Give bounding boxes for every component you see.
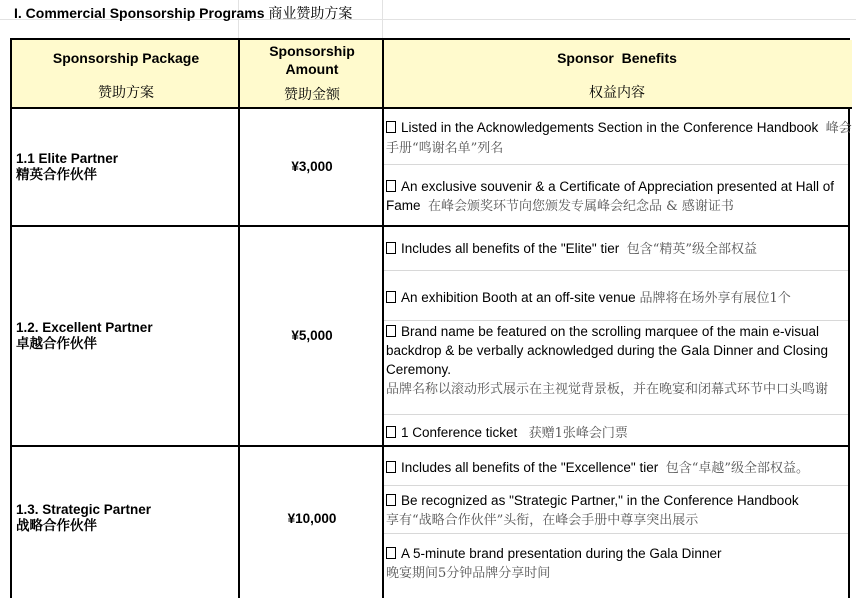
benefit-item: Includes all benefits of the "Elite" tier 包含“精英”级全部权益 xyxy=(386,239,852,259)
amount-excellent: ¥5,000 xyxy=(291,328,333,343)
checkbox-icon xyxy=(386,121,396,133)
benefit-divider xyxy=(384,533,848,534)
package-strategic: 1.3. Strategic Partner 战略合作伙伴 xyxy=(16,502,152,534)
benefit-item: Listed in the Acknowledgements Section in the Conference Handbook 峰会手册“鸣谢名单”列名 xyxy=(386,120,852,156)
checkbox-icon xyxy=(386,494,396,506)
row-divider xyxy=(12,225,848,227)
benefit-divider xyxy=(384,485,848,486)
benefit-divider xyxy=(384,270,848,271)
benefit-divider xyxy=(384,414,848,415)
benefit-item: Be recognized as "Strategic Partner," in the Conference Handbook 享有“战略合作伙伴”头衔，在峰会手册中尊享突出展示 xyxy=(386,493,799,528)
header-benefits: Sponsor Benefits 权益内容 xyxy=(557,50,677,101)
checkbox-icon xyxy=(386,461,396,473)
sponsorship-table xyxy=(10,38,850,598)
checkbox-icon xyxy=(386,291,396,303)
benefit-item: Includes all benefits of the "Excellence" tier 包含“卓越”级全部权益。 xyxy=(386,458,852,478)
header-package: Sponsorship Package 赞助方案 xyxy=(52,50,200,101)
checkbox-icon xyxy=(386,426,396,438)
benefit-item: Brand name be featured on the scrolling marquee of the main e-visual backdrop & be verbally acknowledged during the Gala Dinner and Closing Ceremony. 品牌名称以滚动形式展示在主视觉背景板，并在晚宴和闭幕式环节中口头鸣谢 xyxy=(386,324,829,397)
checkbox-icon xyxy=(386,325,396,337)
checkbox-icon xyxy=(386,180,396,192)
amount-strategic: ¥10,000 xyxy=(287,511,337,526)
benefit-item: An exhibition Booth at an off-site venue 品牌将在场外享有展位1个 xyxy=(386,288,852,308)
package-excellent: 1.2. Excellent Partner 卓越合作伙伴 xyxy=(16,320,153,352)
header-amount: Sponsorship Amount 赞助金额 xyxy=(269,43,355,103)
checkbox-icon xyxy=(386,242,396,254)
benefit-divider xyxy=(384,320,848,321)
benefit-item: 1 Conference ticket 获赠1张峰会门票 xyxy=(386,423,852,443)
gridline xyxy=(382,0,383,38)
amount-elite: ¥3,000 xyxy=(291,159,333,174)
benefit-divider xyxy=(384,164,848,165)
benefit-item: A 5-minute brand presentation during the Gala Dinner 晚宴期间5分钟品牌分享时间 xyxy=(386,546,722,581)
package-elite: 1.1 Elite Partner 精英合作伙伴 xyxy=(16,151,119,183)
row-divider xyxy=(12,445,848,447)
section-title: I. Commercial Sponsorship Programs 商业赞助方案 xyxy=(14,5,353,22)
checkbox-icon xyxy=(386,547,396,559)
benefit-item: An exclusive souvenir & a Certificate of Appreciation presented at Hall of Fame 在峰会颁奖环节向您颁发专属峰会纪念品 & 感谢证书 xyxy=(386,179,834,214)
